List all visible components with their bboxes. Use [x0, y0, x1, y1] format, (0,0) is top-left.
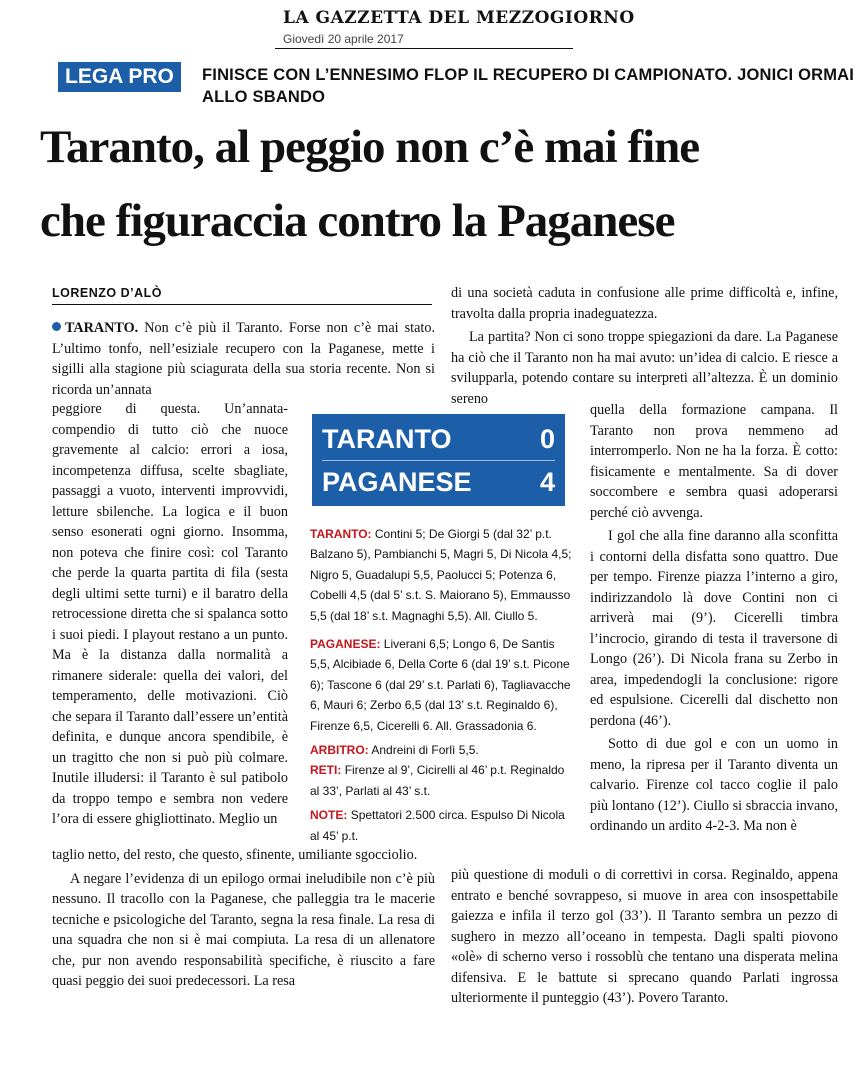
card-label: TARANTO:: [310, 527, 372, 541]
card-text: Andreini di Forlì 5,5.: [371, 743, 479, 758]
article-left-bottom: [52, 845, 435, 992]
card-label: RETI:: [310, 763, 342, 778]
card-label: PAGANESE:: [310, 637, 381, 652]
article-text: quella della formazione campana. Il Taranto non prova nemmeno ad interromperlo. Non ne ha la forza. È cotto: fisicamente e mentalmente. Sa di dover soccombere e sembra quasi adoperarsi perché ciò avvenga.: [590, 402, 838, 521]
card-taranto: [310, 524, 572, 626]
card-label: NOTE:: [310, 808, 348, 823]
away-team: PAGANESE: [322, 466, 472, 497]
match-card: [310, 524, 572, 846]
card-reti: [310, 760, 572, 801]
article-right-top: [451, 283, 838, 409]
card-paganese: [310, 634, 572, 736]
card-note: [310, 805, 572, 846]
article-text: peggiore di questa. Un’annata-compendio di tutto ciò che nuoce gravemente al calcio: errori a iosa, incompetenza diffusa, scelte sbagliate, passaggi a vuoto, interventi improvvidi, letture sbilenche. La logica e il buon senso esonerati ogni giorno. Insomma, non poteva che finire così: col Taranto che perde la quarta partita di fila (sesta degli ultimi sette turni) e il baratro della retrocessione diretta che si spalanca sotto i suoi piedi. I playout restano a un punto. Ma è la distanza dalla normalità a rimanere siderale: quella dei valori, del temperamento, delle motivazioni. Ciò che separa il Taranto dall’essere un’entità definita, e dunque ancora spendibile, è un tragitto che non si può più colmare. Inutile illudersi: il Taranto è sul patibolo da troppo tempo e sembra non vedere l’ora di essere ghigliottinato. Meglio un: [52, 401, 288, 827]
byline: LORENZO D’ALÒ: [52, 286, 162, 300]
score-row-away: [322, 462, 555, 502]
card-text: Contini 5; De Giorgi 5 (dal 32’ p.t. Balzano 5), Pambianchi 5, Magri 5, Di Nicola 4,5; Nigro 5, Guadalupi 5,5, Paolucci 5; Potenza 6, Cobelli 4,5 (dal 5’ s.t. S. Maiorano 5), Emmausso 5,5 (dal 18’ s.t. Magnaghi 5,5). All. Ciullo 5.: [310, 527, 572, 623]
newspaper-name: LA GAZZETTA DEL MEZZOGIORNO: [283, 8, 635, 28]
score-divider: [322, 460, 555, 461]
article-text: Non c’è più il Taranto. Forse non c’è mai stato. L’ultimo tonfo, nell’esiziale recupero con la Paganese, mette i sigilli alla stagione più sciagurata della sua storia recente. Non si ricorda un’annata: [52, 320, 436, 398]
card-label: ARBITRO:: [310, 743, 369, 758]
away-score: 4: [539, 466, 555, 497]
card-text: Firenze al 9’, Cicirelli al 46’ p.t. Reginaldo al 33’, Parlati al 43’ s.t.: [310, 763, 565, 798]
bullet-icon: [52, 322, 61, 331]
headline-line-2: che figuraccia contro la Paganese: [40, 195, 675, 247]
headline-line-1: Taranto, al peggio non c’è mai fine: [40, 121, 700, 173]
masthead-rule: [275, 48, 573, 49]
article-text: A negare l’evidenza di un epilogo ormai ineludibile non c’è più nessuno. Il tracollo con la Paganese, che palleggia tra le macerie tecniche e psicologiche del Taranto, segna la resa finale. La resa di una squadra che non si è mai compiuta. La resa di un allenatore che, pur non avendo responsabilità specifiche, è riuscito a fare quasi peggio dei suoi predecessori. La resa: [52, 870, 435, 989]
kicker-text: FINISCE CON L’ENNESIMO FLOP IL RECUPERO DI CAMPIONATO. JONICI ORMAI ALLO SBANDO: [202, 66, 855, 106]
article-right-bottom: [451, 865, 838, 1009]
lead-city: TARANTO.: [65, 320, 139, 336]
headline: [40, 110, 850, 258]
article-left-top: [52, 318, 435, 400]
article-text: più questione di moduli o di correttivi in corsa. Reginaldo, appena entrato e benché sovrappeso, si muove in area con insospettabile gaiezza e infila il terzo gol (33’). Il Taranto sembra un pezzo di sughero in mezzo all’oceano in tempesta. Dagli spalti piovono «olè» di scherno verso i rossoblù che tentano una disperata melina difensiva. E le battute si sprecano quando Parlati ingrossa ulteriormente il punteggio (43’). Povero Taranto.: [451, 867, 838, 1006]
card-text: Spettatori 2.500 circa. Espulso Di Nicola al 45’ p.t.: [310, 808, 565, 843]
scoreboard: [312, 414, 565, 506]
article-left-narrow: [52, 399, 288, 830]
score-row-home: [322, 419, 555, 459]
article-text: La partita? Non ci sono troppe spiegazioni da dare. La Paganese ha ciò che il Taranto non ha mai avuto: un’idea di calcio. E riesce a svilupparla, potendo contare su interpreti all’altezza. È un dominio sereno: [451, 329, 838, 407]
home-team: TARANTO: [322, 423, 452, 454]
issue-date: Giovedì 20 aprile 2017: [283, 32, 404, 46]
card-text: Liverani 6,5; Longo 6, De Santis 5,5, Alcibiade 6, Della Corte 6 (dal 19’ s.t. Picone 6); Tascone 6 (dal 29’ s.t. Parlati 6), Tagliavacche 6, Mauri 6; Zerbo 6,5 (dal 13’ s.t. Reginaldo 6), Firenze 6,5, Cicerelli 6. All. Grassadonia 6.: [310, 637, 571, 733]
home-score: 0: [539, 423, 555, 454]
article-text: I gol che alla fine daranno alla sconfitta i contorni della disfatta sono quattro. Due per tempo. Firenze piazza l’interno a giro, indirizzandolo là dove Contini non ci arriverà mai (9’). Cicerelli timbra l’incrocio, girando di testa il traversone di Longo (26’). Di Nicola frana su Zerbo in area, impedendogli la conclusione: rigore ed espulsione. Cicerelli dal dischetto non perdona (46’).: [590, 528, 838, 729]
section-badge: LEGA PRO: [58, 62, 181, 92]
article-text: Sotto di due gol e con un uomo in meno, la ripresa per il Taranto diventa un calvario. Firenze col tacco coglie il palo più lontano (12’). Ciullo si sbraccia invano, ordinando un ardito 4-2-3. Ma non è: [590, 736, 838, 834]
card-arbitro: [310, 740, 572, 760]
article-text: di una società caduta in confusione alle prime difficoltà e, infine, travolta dalla propria inadeguatezza.: [451, 285, 838, 322]
article-text: taglio netto, del resto, che questo, sfinente, umiliante sgocciolio.: [52, 847, 418, 863]
byline-rule: [52, 304, 432, 305]
article-right-narrow: [590, 400, 838, 837]
